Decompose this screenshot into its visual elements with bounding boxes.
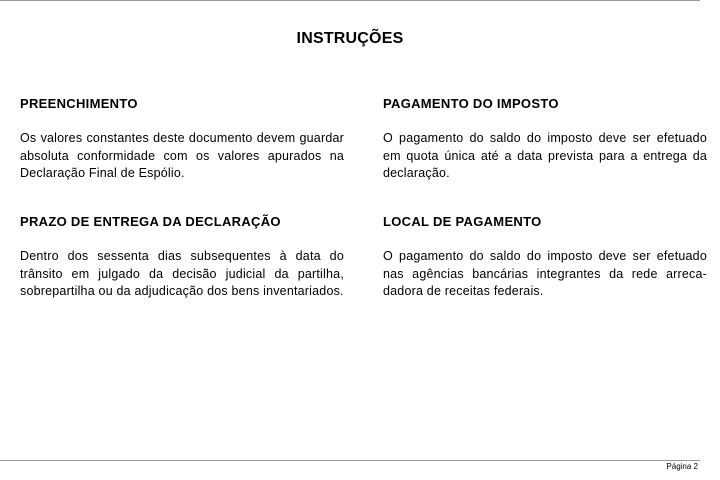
section-prazo-de-entrega xyxy=(20,214,344,301)
section-heading: PAGAMENTO DO IMPOSTO xyxy=(383,96,559,111)
section-pagamento-do-imposto xyxy=(383,96,707,183)
section-preenchimento xyxy=(20,96,344,183)
page-number: Página 2 xyxy=(666,462,698,471)
section-heading: PRAZO DE ENTREGA DA DECLARAÇÃO xyxy=(20,214,281,229)
section-local-de-pagamento xyxy=(383,214,707,301)
section-body: O pagamento do saldo do imposto deve ser efetuado nas agências bancárias integrantes da rede arreca-dadora de receitas federais. xyxy=(383,249,707,298)
section-body: Os valores constantes deste documento devem guardar absoluta conformidade com os valores apurados na Declaração Final de Espólio. xyxy=(20,131,344,180)
bottom-rule xyxy=(0,460,700,461)
top-rule xyxy=(0,0,700,1)
section-heading: PREENCHIMENTO xyxy=(20,96,138,111)
section-heading: LOCAL DE PAGAMENTO xyxy=(383,214,542,229)
page-title: INSTRUÇÕES xyxy=(296,30,404,47)
section-body: Dentro dos sessenta dias subsequentes à data do trânsito em julgado da decisão judicial da partilha, sobrepartilha ou da adjudicação dos bens inventariados. xyxy=(20,249,344,298)
section-body: O pagamento do saldo do imposto deve ser efetuado em quota única até a data prevista para a entrega da declaração. xyxy=(383,131,707,180)
